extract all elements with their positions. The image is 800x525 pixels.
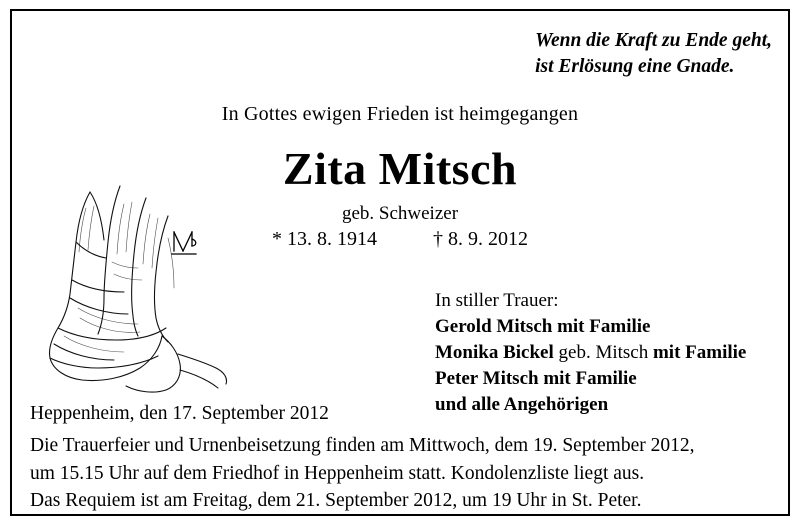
- mourners-block: [435, 288, 746, 418]
- mourner-name: Gerold Mitsch mit Familie: [435, 316, 651, 338]
- mourner-name: Peter Mitsch mit Familie: [435, 368, 637, 390]
- intro-line: In Gottes ewigen Frieden ist heimgegangen: [221, 103, 579, 125]
- mourner-entry: [435, 366, 746, 392]
- mourner-name-family: mit Familie: [652, 342, 747, 364]
- mourner-name-suffix: geb. Mitsch: [553, 342, 653, 364]
- mourner-name: und alle Angehörigen: [435, 394, 609, 416]
- place-and-date: Heppenheim, den 17. September 2012: [30, 403, 329, 424]
- funeral-details-line-2: um 15.15 Uhr auf dem Friedhof in Heppenheim statt. Kondolenzliste liegt aus.: [30, 462, 645, 484]
- praying-hands-icon: [28, 178, 238, 398]
- epitaph-line-2: ist Erlösung eine Gnade.: [535, 55, 735, 77]
- epitaph: [535, 28, 772, 80]
- funeral-details-line-1: Die Trauerfeier und Urnenbeisetzung finden am Mittwoch, dem 19. September 2012,: [30, 435, 695, 456]
- maiden-name: geb. Schweizer: [341, 203, 459, 224]
- birth-date: * 13. 8. 1914: [272, 228, 377, 250]
- epitaph-line-1: Wenn die Kraft zu Ende geht,: [535, 30, 772, 51]
- funeral-details-line-3: Das Requiem ist am Freitag, dem 21. September 2012, um 19 Uhr in St. Peter.: [30, 490, 642, 512]
- death-date: † 8. 9. 2012: [433, 228, 528, 250]
- mourners-lead: In stiller Trauer:: [435, 290, 559, 311]
- duerer-monogram-icon: [170, 228, 200, 258]
- deceased-name: Zita Mitsch: [282, 143, 518, 194]
- mourner-entry: [435, 314, 746, 340]
- mourner-name: Monika Bickel: [435, 342, 554, 364]
- funeral-details: [30, 432, 694, 515]
- mourner-entry: [435, 340, 746, 366]
- mourner-entry: [435, 392, 746, 418]
